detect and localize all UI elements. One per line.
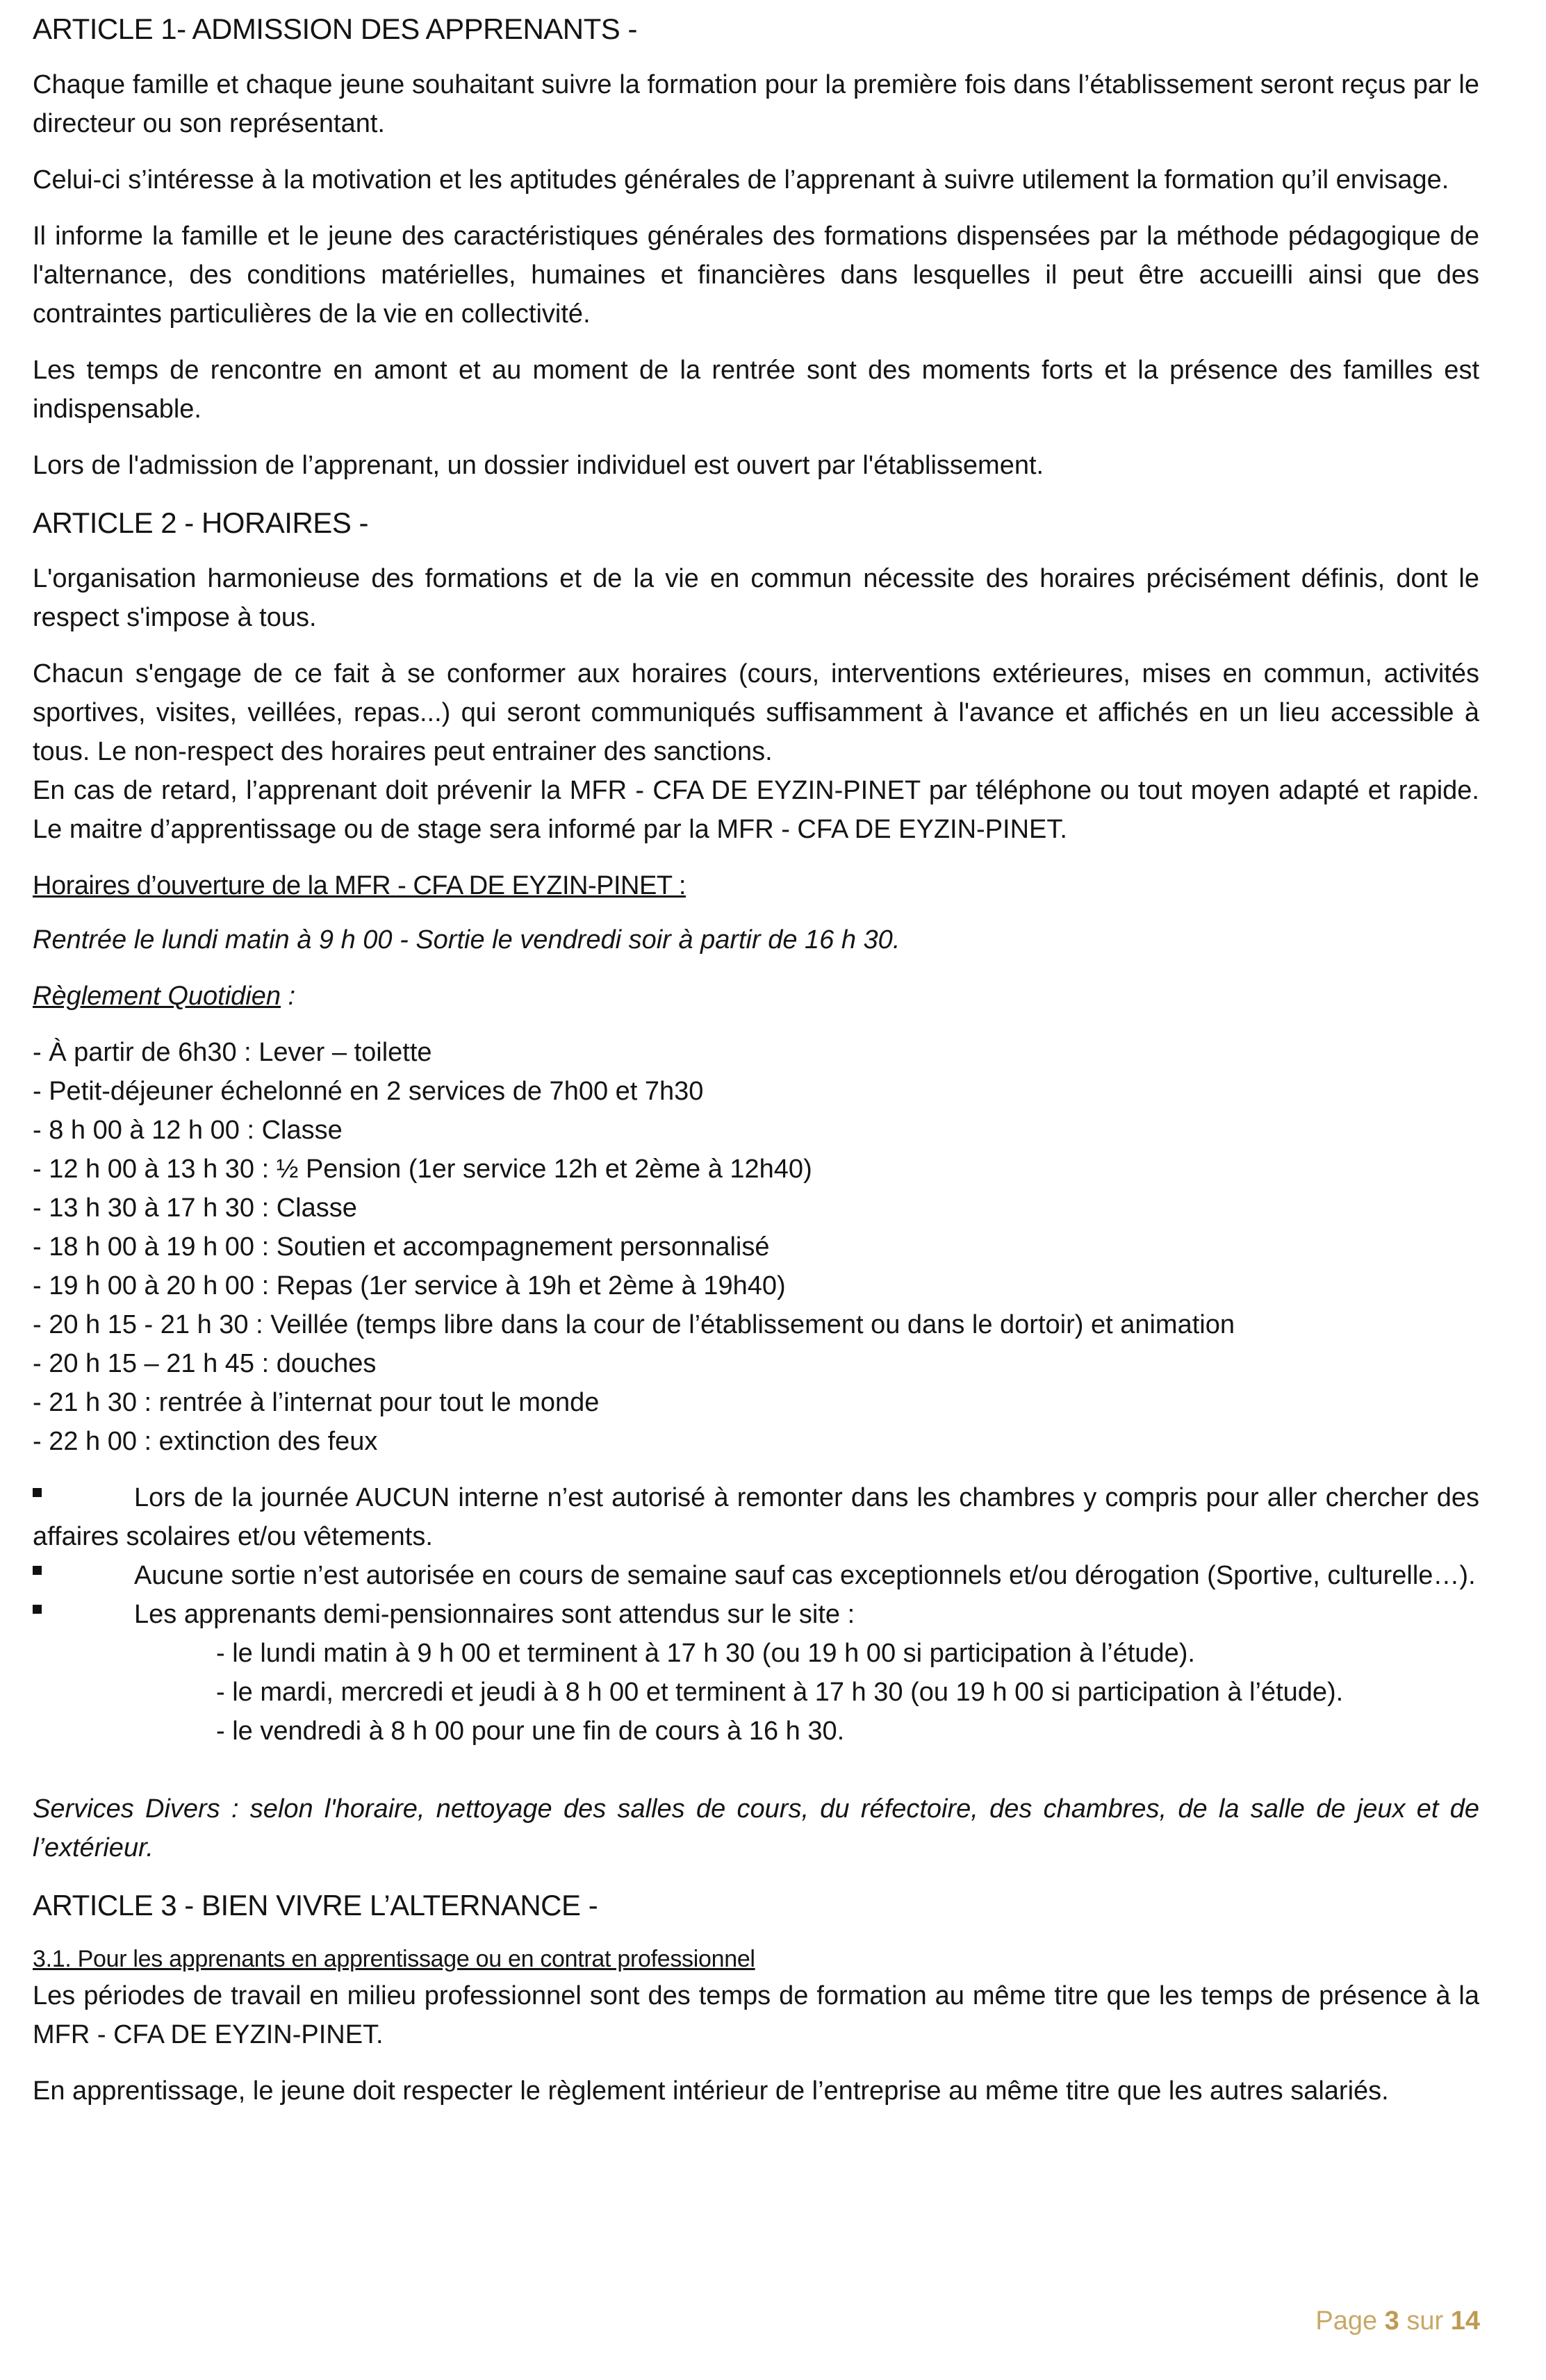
bullet-item [33,1595,1479,1634]
daily-rules-heading [33,977,1479,1016]
sub-item: - le lundi matin à 9 h 00 et terminent à 17 h 30 (ou 19 h 00 si participation à l’étude). [216,1639,1195,1668]
schedule-line: - 18 h 00 à 19 h 00 : Soutien et accompagnement personnalisé [33,1232,770,1262]
article-1-paragraph: Chaque famille et chaque jeune souhaitant suivre la formation pour la première fois dans l’établissement seront reçus par le directeur ou son représentant. [33,70,1479,138]
daily-rules-colon: : [281,982,296,1011]
page-total: 14 [1450,2306,1480,2336]
daily-schedule [33,1033,1479,1461]
daily-rules-title: Règlement Quotidien [33,982,281,1011]
article-2-title: ARTICLE 2 - HORAIRES - [33,506,368,539]
article-2-paragraph: Chacun s'engage de ce fait à se conformer aux horaires (cours, interventions extérieures, mises en commun, activités sportives, visites, veillées, repas...) qui seront communiqués suffisamment à l'avance et affichés en un lieu accessible à tous. Le non-respect des horaires peut entrainer des sanctions. [33,659,1479,766]
spacer [33,1751,1479,1790]
services-paragraph: Services Divers : selon l'horaire, nettoyage des salles de cours, du réfectoire, des chambres, de la salle de jeux et de l’extérieur. [33,1794,1479,1862]
schedule-line: - 8 h 00 à 12 h 00 : Classe [33,1116,343,1145]
document-page [33,8,1479,2128]
bullet-item [33,1556,1479,1595]
schedule-line: - À partir de 6h30 : Lever – toilette [33,1038,432,1067]
article-1-paragraph: Il informe la famille et le jeune des caractéristiques générales des formations dispensées par la méthode pédagogique de l'alternance, des conditions matérielles, humaines et financières dans lesquelles il peut être accueilli ainsi que des contraintes particulières de la vie en collectivité. [33,222,1479,329]
article-1-paragraph: Celui-ci s’intéresse à la motivation et les aptitudes générales de l’apprenant à suivre utilement la formation qu’il envisage. [33,165,1449,195]
article-3-title: ARTICLE 3 - BIEN VIVRE L’ALTERNANCE - [33,1889,598,1922]
sub-item: - le vendredi à 8 h 00 pour une fin de cours à 16 h 30. [216,1717,845,1746]
schedule-line: - 22 h 00 : extinction des feux [33,1427,378,1456]
article-3-paragraph: En apprentissage, le jeune doit respecter le règlement intérieur de l’entreprise au même titre que les autres salariés. [33,2076,1389,2106]
article-3-paragraph: Les périodes de travail en milieu professionnel sont des temps de formation au même titre que les temps de présence à la MFR - CFA DE EYZIN-PINET. [33,1981,1479,2049]
of-word: sur [1406,2306,1444,2336]
schedule-line: - 20 h 15 – 21 h 45 : douches [33,1349,377,1378]
bullet-text: Aucune sortie n’est autorisée en cours de semaine sauf cas exceptionnels et/ou dérogation (Sportive, culturelle…). [134,1561,1476,1590]
schedule-line: - 12 h 00 à 13 h 30 : ½ Pension (1er service 12h et 2ème à 12h40) [33,1155,812,1184]
article-2-paragraph: En cas de retard, l’apprenant doit prévenir la MFR - CFA DE EYZIN-PINET par téléphone ou tout moyen adapté et rapide. Le maitre d’apprentissage ou de stage sera informé par la MFR - CFA DE EYZIN-PINET. [33,776,1479,844]
page-current: 3 [1384,2306,1399,2336]
opening-hours-title: Horaires d’ouverture de la MFR - CFA DE EYZIN-PINET : [33,871,686,900]
schedule-line: - 20 h 15 - 21 h 30 : Veillée (temps libre dans la cour de l’établissement ou dans le dortoir) et animation [33,1310,1235,1339]
article-1-title: ARTICLE 1- ADMISSION DES APPRENANTS - [33,13,637,45]
article-1-paragraph: Les temps de rencontre en amont et au moment de la rentrée sont des moments forts et la présence des familles est indispensable. [33,356,1479,424]
schedule-line: - 13 h 30 à 17 h 30 : Classe [33,1193,357,1223]
schedule-line: - 19 h 00 à 20 h 00 : Repas (1er service à 19h et 2ème à 19h40) [33,1271,786,1300]
opening-hours-text: Rentrée le lundi matin à 9 h 00 - Sortie le vendredi soir à partir de 16 h 30. [33,925,901,955]
bullet-text: Lors de la journée AUCUN interne n’est autorisé à remonter dans les chambres y compris pour aller chercher des affaires scolaires et/ou vêtements. [33,1483,1479,1551]
page-number [1315,2306,1480,2336]
article-1-paragraph: Lors de l'admission de l’apprenant, un dossier individuel est ouvert par l'établissement. [33,451,1044,480]
square-bullet-icon [33,1488,42,1497]
article-2-paragraph: L'organisation harmonieuse des formations et de la vie en commun nécessite des horaires précisément définis, dont le respect s'impose à tous. [33,564,1479,632]
bullet-item [33,1478,1479,1556]
square-bullet-icon [33,1605,42,1614]
schedule-line: - 21 h 30 : rentrée à l’internat pour tout le monde [33,1388,600,1417]
bullet-text: Les apprenants demi-pensionnaires sont attendus sur le site : [134,1600,855,1629]
square-bullet-icon [33,1566,42,1575]
sub-item: - le mardi, mercredi et jeudi à 8 h 00 et terminent à 17 h 30 (ou 19 h 00 si participation à l’étude). [216,1678,1344,1707]
schedule-line: - Petit-déjeuner échelonné en 2 services de 7h00 et 7h30 [33,1077,704,1106]
page-word: Page [1315,2306,1378,2336]
section-3-1-title: 3.1. Pour les apprenants en apprentissage ou en contrat professionnel [33,1946,755,1972]
